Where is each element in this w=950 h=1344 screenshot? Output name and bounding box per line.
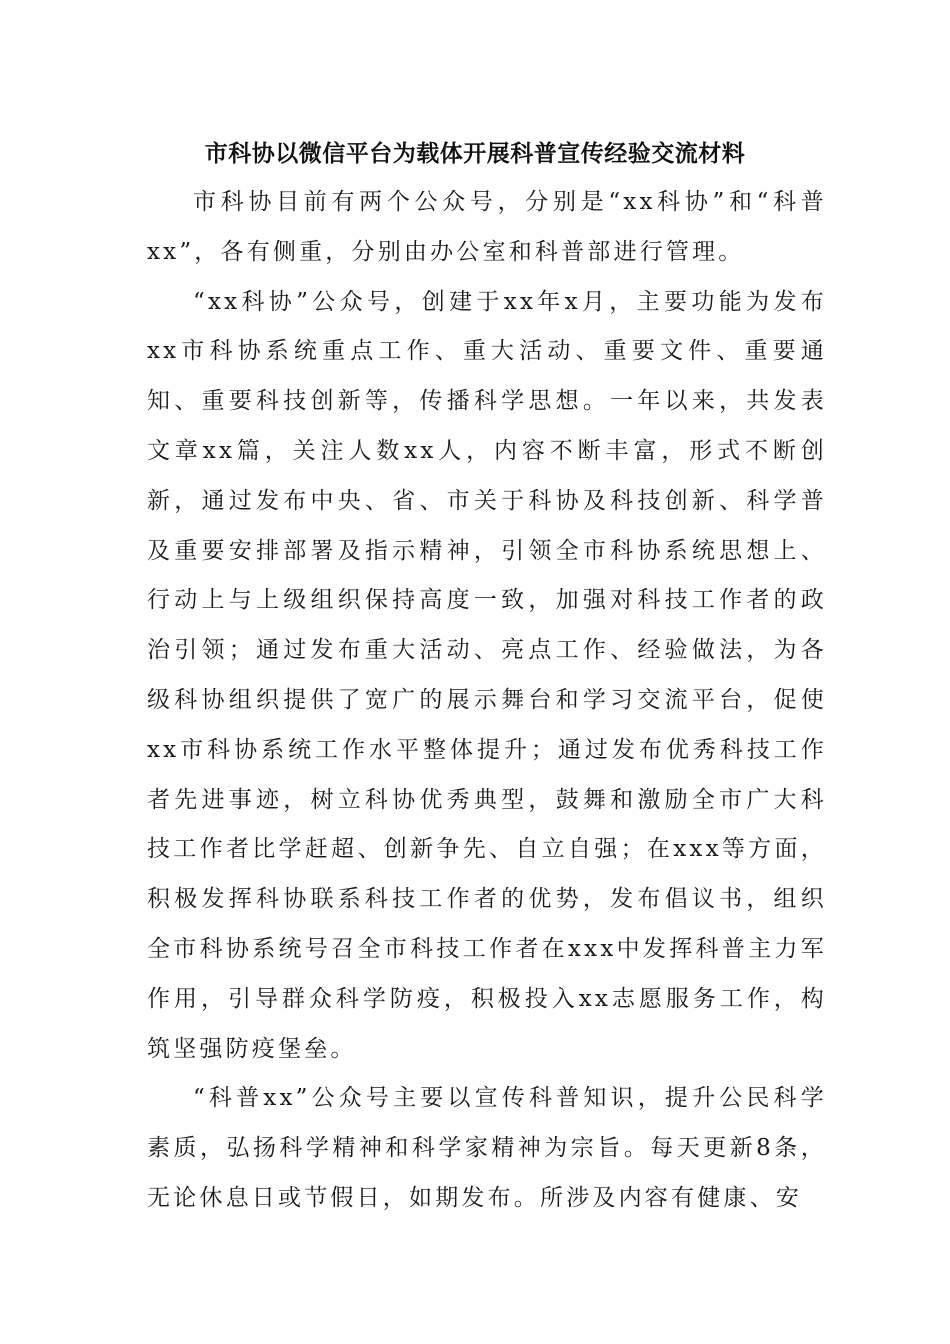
document-body <box>147 178 827 1224</box>
paragraph-kepu-xx-account: “科普xx”公众号主要以宣传科普知识，提升公民科学素质，弘扬科学精神和科学家精神为宗旨。每天更新8条，无论休息日或节假日，如期发布。所涉及内容有健康、安 <box>147 1085 827 1211</box>
paragraph-intro: 市科协目前有两个公众号，分别是“xx科协”和“科普xx”，各有侧重，分别由办公室和科普部进行管理。 <box>147 189 827 265</box>
paragraph-xx-kexie-account: “xx科协”公众号，创建于xx年x月，主要功能为发布xx市科协系统重点工作、重大活动、重要文件、重要通知、重要科技创新等，传播科学思想。一年以来，共发表文章xx篇，关注人数xx人，内容不断丰富，形式不断创新，通过发布中央、省、市关于科协及科技创新、科学普及重要安排部署及指示精神，引领全市科协系统思想上、行动上与上级组织保持高度一致，加强对科技工作者的政治引领；通过发布重大活动、亮点工作、经验做法，为各级科协组织提供了宽广的展示舞台和学习交流平台，促使xx市科协系统工作水平整体提升；通过发布优秀科技工作者先进事迹，树立科协优秀典型，鼓舞和激励全市广大科技工作者比学赶超、创新争先、自立自强；在xxx等方面，积极发挥科协联系科技工作者的优势，发布倡议书，组织全市科协系统号召全市科技工作者在xxx中发挥科普主力军作用，引导群众科学防疫，积极投入xx志愿服务工作，构筑坚强防疫堡垒。 <box>147 288 827 1062</box>
document-title: 市科协以微信平台为载体开展科普宣传经验交流材料 <box>204 140 746 167</box>
